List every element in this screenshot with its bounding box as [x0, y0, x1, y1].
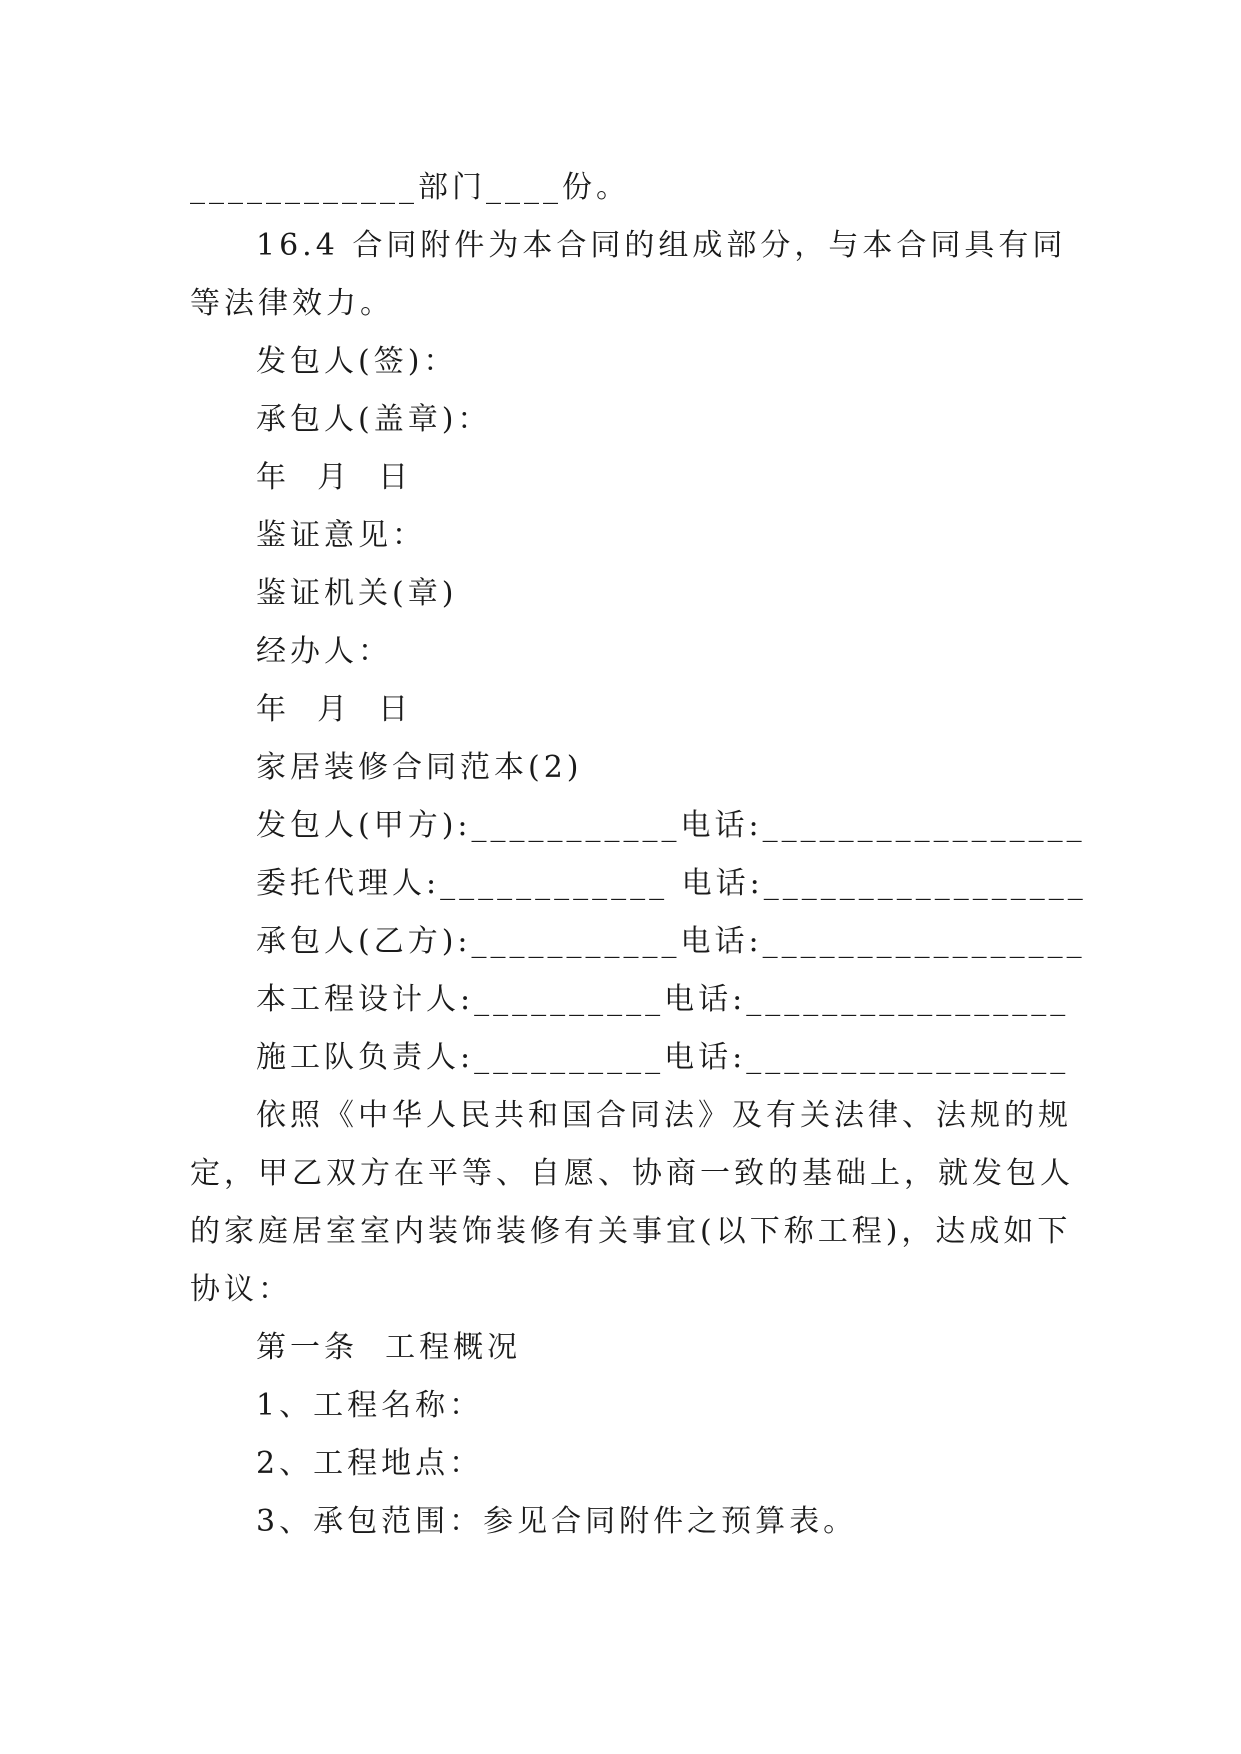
text-line: 年 月 日 — [256, 692, 413, 727]
text-line: 3、承包范围：参见合同附件之预算表。 — [256, 1504, 858, 1539]
form-field-line: 委托代理人:____________ 电话:_________________ — [256, 866, 1087, 901]
text-line: 定，甲乙双方在平等、自愿、协商一致的基础上，就发包人 — [190, 1156, 1074, 1191]
form-field-line: 承包人(乙方):___________电话:_________________ — [256, 924, 1086, 959]
text-line: 的家庭居室室内装饰装修有关事宜(以下称工程)，达成如下 — [190, 1214, 1072, 1249]
text-line: 发包人(签)： — [256, 344, 458, 379]
form-field-line: 施工队负责人:__________电话:_________________ — [256, 1040, 1070, 1075]
text-line: 16.4 合同附件为本合同的组成部分，与本合同具有同 — [256, 228, 1067, 263]
text-line: 1、工程名称： — [256, 1388, 484, 1423]
section-heading: 家居装修合同范本(2) — [256, 750, 583, 785]
text-line: 2、工程地点： — [256, 1446, 484, 1481]
text-line: 承包人(盖章)： — [256, 402, 492, 437]
form-field-line: 发包人(甲方):___________电话:_________________ — [256, 808, 1086, 843]
form-field-line: 本工程设计人:__________电话:_________________ — [256, 982, 1070, 1017]
text-line: 鉴证机关(章) — [256, 576, 458, 611]
article-heading: 第一条 工程概况 — [256, 1330, 522, 1365]
text-line: 年 月 日 — [256, 460, 413, 495]
text-line: 协议： — [190, 1272, 292, 1307]
text-line: 依照《中华人民共和国合同法》及有关法律、法规的规 — [256, 1098, 1072, 1133]
text-line: 等法律效力。 — [190, 286, 394, 321]
text-line: 鉴证意见： — [256, 518, 426, 553]
text-line: ____________部门____份。 — [190, 170, 630, 205]
text-line: 经办人： — [256, 634, 392, 669]
